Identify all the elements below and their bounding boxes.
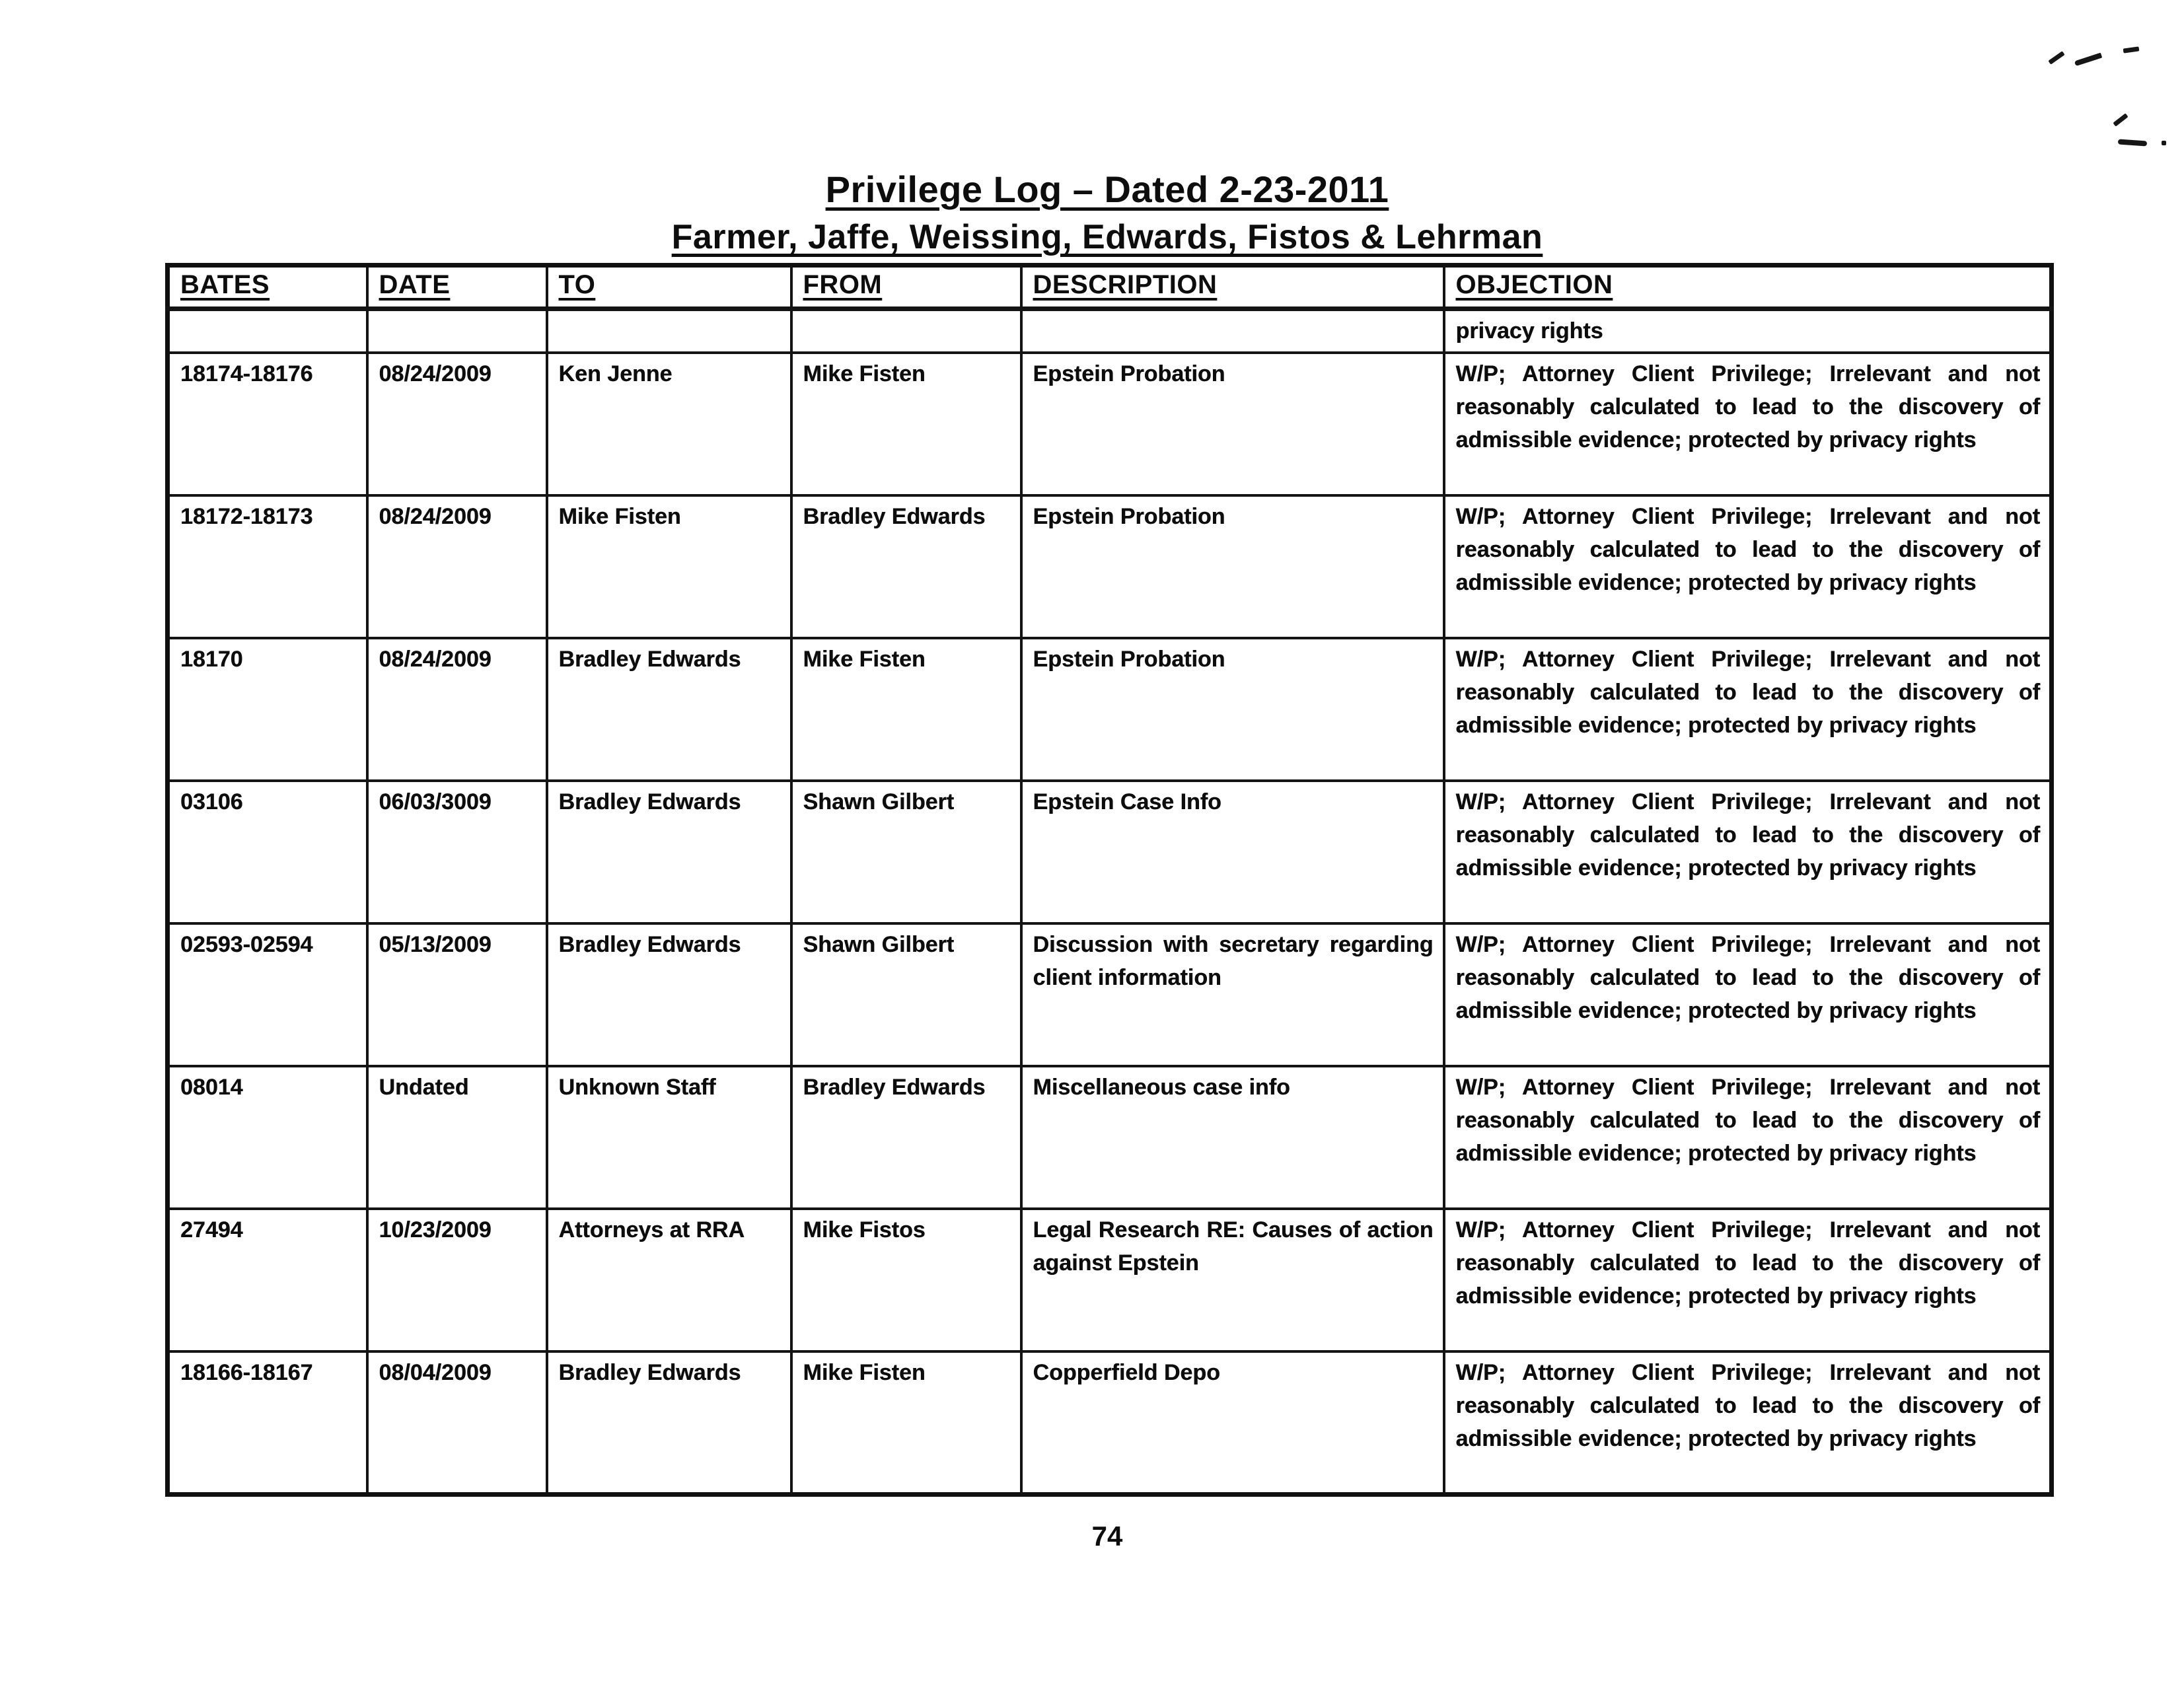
cell-from: Mike Fisten <box>791 353 1021 495</box>
cell-to <box>547 309 791 353</box>
cell-date: 05/13/2009 <box>367 923 547 1066</box>
cell-to: Bradley Edwards <box>547 638 791 781</box>
cell-objection: W/P; Attorney Client Privilege; Irrelevant and not reasonably calculated to lead to the discovery of admissible evidence; protected by privacy rights <box>1444 638 2052 781</box>
pen-mark-artifact <box>2074 53 2102 67</box>
cell-description <box>1021 309 1444 353</box>
table-row <box>168 495 2052 638</box>
cell-objection: W/P; Attorney Client Privilege; Irrelevant and not reasonably calculated to lead to the discovery of admissible evidence; protected by privacy rights <box>1444 1209 2052 1351</box>
cell-bates: 18172-18173 <box>168 495 367 638</box>
cell-objection: W/P; Attorney Client Privilege; Irrelevant and not reasonably calculated to lead to the discovery of admissible evidence; protected by privacy rights <box>1444 1066 2052 1209</box>
cell-description: Epstein Case Info <box>1021 781 1444 923</box>
cell-date: 08/24/2009 <box>367 353 547 495</box>
table-row <box>168 1351 2052 1494</box>
column-header-to: TO <box>547 266 791 309</box>
cell-date: 10/23/2009 <box>367 1209 547 1351</box>
table-row <box>168 781 2052 923</box>
table-row <box>168 309 2052 353</box>
table-row <box>168 353 2052 495</box>
column-header-objection: OBJECTION <box>1444 266 2052 309</box>
cell-from: Shawn Gilbert <box>791 781 1021 923</box>
page-subtitle: Farmer, Jaffe, Weissing, Edwards, Fistos & Lehrman <box>671 218 1543 256</box>
cell-description: Legal Research RE: Causes of action against Epstein <box>1021 1209 1444 1351</box>
cell-from: Mike Fisten <box>791 1351 1021 1494</box>
cell-from: Mike Fisten <box>791 638 1021 781</box>
cell-bates: 03106 <box>168 781 367 923</box>
page-title: Privilege Log – Dated 2-23-2011 <box>825 168 1389 210</box>
pen-mark-artifact <box>2162 141 2166 145</box>
cell-description: Epstein Probation <box>1021 495 1444 638</box>
cell-to: Ken Jenne <box>547 353 791 495</box>
pen-mark-artifact <box>2123 46 2140 53</box>
table-header-row <box>168 266 2052 309</box>
cell-to: Bradley Edwards <box>547 923 791 1066</box>
cell-from: Bradley Edwards <box>791 495 1021 638</box>
cell-description: Discussion with secretary regarding client information <box>1021 923 1444 1066</box>
table-body <box>168 309 2052 1495</box>
cell-objection: W/P; Attorney Client Privilege; Irrelevant and not reasonably calculated to lead to the discovery of admissible evidence; protected by privacy rights <box>1444 781 2052 923</box>
page-number: 74 <box>1091 1521 1123 1552</box>
cell-to: Bradley Edwards <box>547 1351 791 1494</box>
cell-bates: 27494 <box>168 1209 367 1351</box>
cell-date: Undated <box>367 1066 547 1209</box>
cell-date: 08/24/2009 <box>367 495 547 638</box>
cell-bates: 18166-18167 <box>168 1351 367 1494</box>
cell-description: Copperfield Depo <box>1021 1351 1444 1494</box>
pen-mark-artifact <box>2113 113 2128 126</box>
cell-description: Epstein Probation <box>1021 638 1444 781</box>
column-header-description: DESCRIPTION <box>1021 266 1444 309</box>
cell-objection: W/P; Attorney Client Privilege; Irrelevant and not reasonably calculated to lead to the discovery of admissible evidence; protected by privacy rights <box>1444 1351 2052 1494</box>
cell-description: Miscellaneous case info <box>1021 1066 1444 1209</box>
table-row <box>168 1209 2052 1351</box>
cell-date <box>367 309 547 353</box>
document-header <box>165 166 2049 259</box>
cell-bates: 08014 <box>168 1066 367 1209</box>
cell-to: Unknown Staff <box>547 1066 791 1209</box>
cell-to: Attorneys at RRA <box>547 1209 791 1351</box>
cell-date: 08/04/2009 <box>367 1351 547 1494</box>
cell-bates: 02593-02594 <box>168 923 367 1066</box>
cell-from: Mike Fistos <box>791 1209 1021 1351</box>
cell-from <box>791 309 1021 353</box>
cell-to: Bradley Edwards <box>547 781 791 923</box>
privilege-log-table <box>165 263 2054 1497</box>
cell-objection: W/P; Attorney Client Privilege; Irrelevant and not reasonably calculated to lead to the discovery of admissible evidence; protected by privacy rights <box>1444 923 2052 1066</box>
cell-objection: privacy rights <box>1444 309 2052 353</box>
table-row <box>168 638 2052 781</box>
cell-from: Bradley Edwards <box>791 1066 1021 1209</box>
cell-to: Mike Fisten <box>547 495 791 638</box>
cell-description: Epstein Probation <box>1021 353 1444 495</box>
cell-from: Shawn Gilbert <box>791 923 1021 1066</box>
table-row <box>168 923 2052 1066</box>
column-header-from: FROM <box>791 266 1021 309</box>
pen-mark-artifact <box>2118 139 2147 146</box>
cell-date: 08/24/2009 <box>367 638 547 781</box>
column-header-date: DATE <box>367 266 547 309</box>
table-row <box>168 1066 2052 1209</box>
cell-bates <box>168 309 367 353</box>
cell-objection: W/P; Attorney Client Privilege; Irrelevant and not reasonably calculated to lead to the discovery of admissible evidence; protected by privacy rights <box>1444 353 2052 495</box>
cell-bates: 18170 <box>168 638 367 781</box>
cell-objection: W/P; Attorney Client Privilege; Irrelevant and not reasonably calculated to lead to the discovery of admissible evidence; protected by privacy rights <box>1444 495 2052 638</box>
cell-bates: 18174-18176 <box>168 353 367 495</box>
pen-mark-artifact <box>2048 51 2064 65</box>
cell-date: 06/03/3009 <box>367 781 547 923</box>
column-header-bates: BATES <box>168 266 367 309</box>
